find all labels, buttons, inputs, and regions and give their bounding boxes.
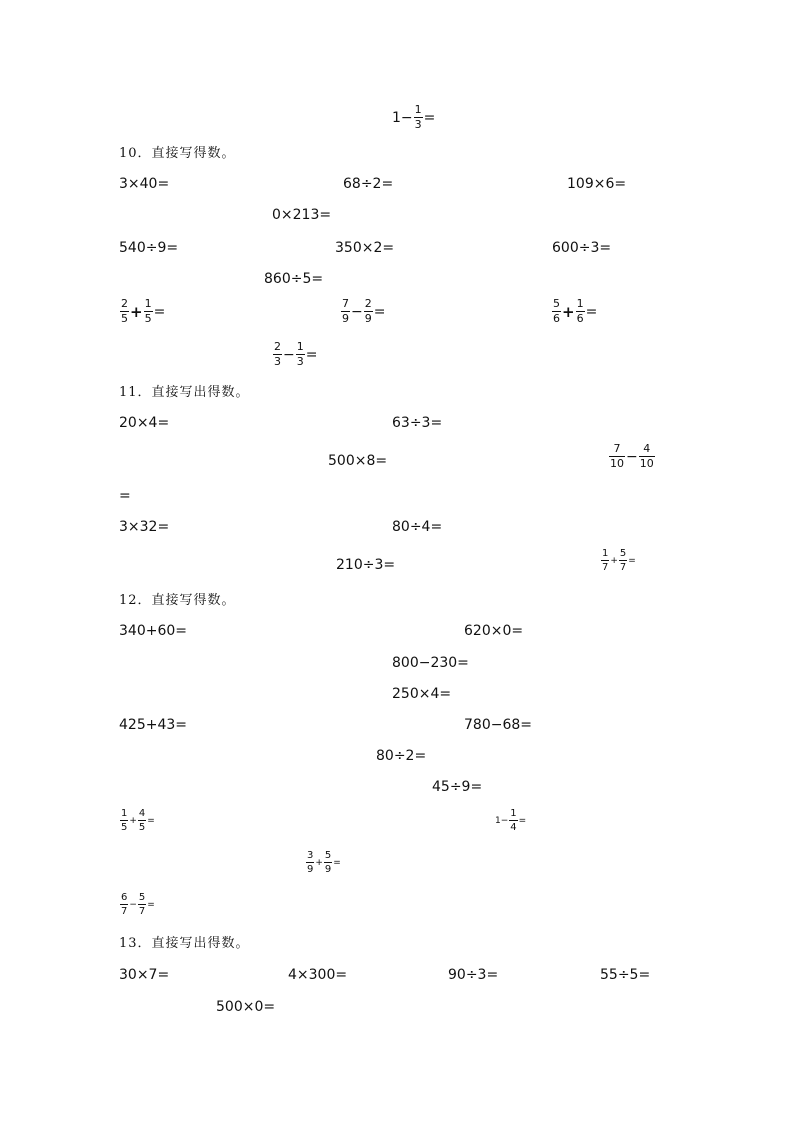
problem: 210÷3= [336, 557, 396, 573]
equals-sign: = [628, 555, 636, 566]
denominator: 3 [296, 355, 304, 368]
denominator: 5 [138, 822, 146, 833]
denominator: 3 [414, 118, 422, 131]
operator: − [351, 303, 363, 320]
denominator: 10 [610, 457, 624, 470]
problem: 4×300= [288, 967, 348, 983]
fraction [639, 443, 655, 470]
problem: 860÷5= [264, 271, 324, 287]
problem: 90÷3= [448, 967, 499, 983]
denominator: 7 [619, 562, 627, 573]
fraction [273, 341, 282, 368]
denominator: 5 [121, 312, 128, 325]
denominator: 9 [342, 312, 349, 325]
fraction [414, 104, 423, 131]
problem: 0×213= [272, 207, 332, 223]
problem: 3×32= [119, 519, 170, 535]
problem: 30×7= [119, 967, 170, 983]
equals-sign: = [518, 815, 527, 826]
numerator: 5 [619, 548, 627, 559]
operator: + [130, 302, 143, 321]
numerator: 3 [307, 850, 314, 861]
fraction-problem [119, 892, 155, 917]
operator: + [610, 555, 618, 566]
fraction [619, 548, 627, 573]
fraction-problem [305, 850, 341, 875]
problem: 45÷9= [432, 779, 483, 795]
equals-sign: = [147, 815, 155, 826]
numerator: 2 [121, 297, 128, 310]
operator: − [500, 815, 509, 826]
fraction-problem [119, 298, 165, 325]
problem: 800−230= [392, 655, 469, 671]
problem: 80÷2= [376, 748, 427, 764]
denominator: 7 [138, 906, 146, 917]
fraction [576, 298, 585, 325]
fraction [120, 808, 128, 833]
numerator: 1 [121, 808, 128, 819]
wrapped-equals: = [119, 488, 131, 504]
numerator: 5 [138, 892, 146, 903]
denominator: 7 [121, 906, 128, 917]
numerator: 1 [510, 808, 517, 819]
equals-sign: = [585, 303, 598, 320]
operator: − [129, 899, 137, 910]
lead-number: 1 [392, 109, 401, 126]
problem: 540÷9= [119, 240, 179, 256]
fraction-problem [551, 298, 597, 325]
fraction [324, 850, 332, 875]
problem: 340+60= [119, 623, 187, 639]
section-10-header: 10．直接写得数。 [119, 146, 236, 161]
numerator: 1 [144, 297, 152, 310]
fraction [609, 443, 625, 470]
denominator: 6 [553, 312, 560, 325]
problem: 63÷3= [392, 415, 443, 431]
equals-sign: = [423, 109, 436, 126]
fraction [509, 808, 517, 833]
operator: − [283, 346, 295, 363]
denominator: 6 [576, 312, 584, 325]
fraction [144, 298, 153, 325]
fraction-problem [600, 548, 636, 573]
denominator: 10 [639, 457, 654, 470]
equals-sign: = [147, 899, 155, 910]
denominator: 3 [274, 355, 281, 368]
fraction-problem [495, 808, 526, 833]
section-11-header: 11．直接写出得数。 [119, 385, 250, 400]
numerator: 5 [324, 850, 332, 861]
problem: 3×40= [119, 176, 170, 192]
numerator: 5 [553, 297, 560, 310]
numerator: 4 [639, 443, 655, 457]
problem: 20×4= [119, 415, 170, 431]
fraction-problem [272, 341, 317, 368]
equals-sign: = [333, 857, 341, 868]
problem: 780−68= [464, 717, 532, 733]
fraction [120, 892, 128, 917]
numerator: 4 [138, 808, 146, 819]
problem: 250×4= [392, 686, 452, 702]
top-fraction-problem [392, 104, 435, 131]
denominator: 9 [364, 312, 372, 325]
problem: 68÷2= [343, 176, 394, 192]
fraction [341, 298, 350, 325]
denominator: 5 [121, 822, 128, 833]
problem: 55÷5= [600, 967, 651, 983]
problem: 425+43= [119, 717, 187, 733]
equals-sign: = [373, 303, 386, 320]
numerator: 7 [342, 297, 349, 310]
fraction [296, 341, 305, 368]
fraction [120, 298, 129, 325]
numerator: 1 [296, 340, 304, 353]
lead-number: 1 [495, 815, 501, 826]
numerator: 1 [602, 548, 609, 559]
denominator: 5 [144, 312, 152, 325]
operator: − [400, 109, 413, 126]
problem: 350×2= [335, 240, 395, 256]
problem: 109×6= [567, 176, 627, 192]
fraction-problem [608, 443, 656, 470]
fraction [364, 298, 373, 325]
problem: 500×8= [328, 453, 388, 469]
numerator: 2 [364, 297, 372, 310]
denominator: 4 [510, 822, 517, 833]
denominator: 7 [602, 562, 609, 573]
fraction [306, 850, 314, 875]
section-12-header: 12．直接写得数。 [119, 593, 236, 608]
operator: + [315, 857, 323, 868]
numerator: 1 [576, 297, 584, 310]
numerator: 6 [121, 892, 128, 903]
fraction [601, 548, 609, 573]
numerator: 7 [609, 443, 625, 457]
fraction [138, 892, 146, 917]
fraction-problem [119, 808, 155, 833]
equals-sign: = [153, 303, 166, 320]
numerator: 1 [414, 103, 422, 116]
fraction-problem [340, 298, 385, 325]
fraction [552, 298, 561, 325]
equals-sign: = [305, 346, 318, 363]
problem: 80÷4= [392, 519, 443, 535]
operator: + [129, 815, 137, 826]
denominator: 9 [307, 864, 314, 875]
problem: 600÷3= [552, 240, 612, 256]
problem: 500×0= [216, 999, 276, 1015]
section-13-header: 13．直接写出得数。 [119, 936, 250, 951]
operator: + [562, 302, 575, 321]
denominator: 9 [324, 864, 332, 875]
operator: − [626, 448, 638, 465]
problem: 620×0= [464, 623, 524, 639]
fraction [138, 808, 146, 833]
numerator: 2 [274, 340, 281, 353]
